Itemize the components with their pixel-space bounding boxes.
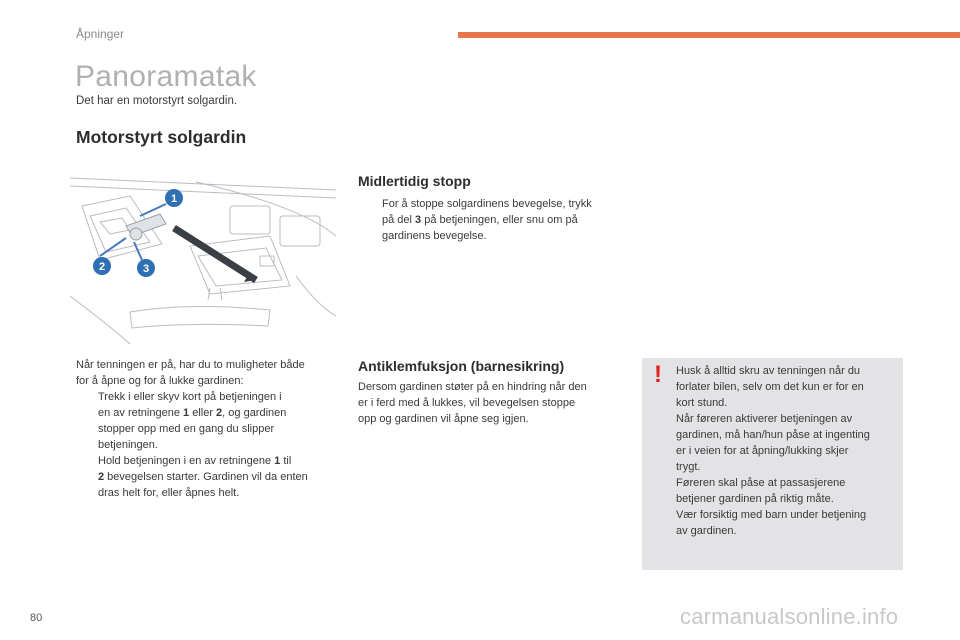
text-line: for å åpne og for å lukke gardinen: <box>76 375 244 387</box>
text-line: dras helt for, eller åpnes helt. <box>98 487 240 499</box>
text-line: Husk å alltid skru av tenningen når du <box>676 365 861 377</box>
text-line: For å stoppe solgardinens bevegelse, trykk <box>382 198 592 210</box>
text-line: gardinens bevegelse. <box>382 230 487 242</box>
left-bullet-list <box>76 389 346 501</box>
header-accent-bar <box>458 32 960 38</box>
text-line: forlater bilen, selv om det kun er for en <box>676 381 864 393</box>
text-line: Trekk i eller skyv kort på betjeningen i <box>98 391 282 403</box>
text-line: gardinen, må han/hun påse at ingenting <box>676 429 870 441</box>
midlertidig-heading: Midlertidig stopp <box>358 173 471 189</box>
text-line: Dersom gardinen støter på en hindring når den <box>358 381 587 393</box>
intro-paragraph <box>76 357 346 389</box>
roof-console-illustration <box>70 176 336 344</box>
text-line: Vær forsiktig med barn under betjening <box>676 509 867 521</box>
text-line: Hold betjeningen i en av retningene 1 til <box>98 455 292 467</box>
text-line: betjeningen. <box>98 439 158 451</box>
section-label: Åpninger <box>76 27 125 41</box>
bullet-item <box>76 453 346 501</box>
text-line: på del 3 på betjeningen, eller snu om på <box>382 214 578 226</box>
watermark: carmanualsonline.info <box>680 604 899 629</box>
callout-1: 1 <box>170 193 178 205</box>
callout-2: 2 <box>98 261 106 273</box>
bullet-item <box>76 389 346 453</box>
text-line: 2 bevegelsen starter. Gardinen vil da enten <box>98 471 308 483</box>
text-line: stopper opp med en gang du slipper <box>98 423 275 435</box>
callout-3: 3 <box>142 263 150 275</box>
text-line: betjener gardinen på riktig måte. <box>676 493 834 505</box>
text-line: av gardinen. <box>676 525 737 537</box>
page-number: 80 <box>30 612 43 624</box>
warning-text <box>676 363 898 539</box>
page-subtitle: Det har en motorstyrt solgardin. <box>76 95 238 107</box>
antiklem-paragraph <box>358 379 633 427</box>
antiklem-heading: Antiklemfuksjon (barnesikring) <box>358 358 565 374</box>
bullet-item <box>360 196 630 244</box>
text-line: er i ferd med å lukkes, vil bevegelsen stoppe <box>358 397 576 409</box>
text-line: kort stund. <box>676 397 728 409</box>
text-line: en av retningene 1 eller 2, og gardinen <box>98 407 287 419</box>
text-line: Når føreren aktiverer betjeningen av <box>676 413 853 425</box>
text-line: opp og gardinen vil åpne seg igjen. <box>358 413 529 425</box>
text-line: Føreren skal påse at passasjerene <box>676 477 846 489</box>
text-line: er i veien for at åpning/lukking skjer <box>676 445 849 457</box>
left-column <box>76 357 346 501</box>
section-heading: Motorstyrt solgardin <box>76 127 247 147</box>
text-line: Når tenningen er på, har du to muligheter både <box>76 359 305 371</box>
page-title: Panoramatak <box>75 60 257 93</box>
text-line: trygt. <box>676 461 701 473</box>
midlertidig-bullet-list <box>360 196 630 244</box>
roof-console-drawing <box>70 176 336 344</box>
warning-exclamation-icon: ! <box>654 361 662 388</box>
